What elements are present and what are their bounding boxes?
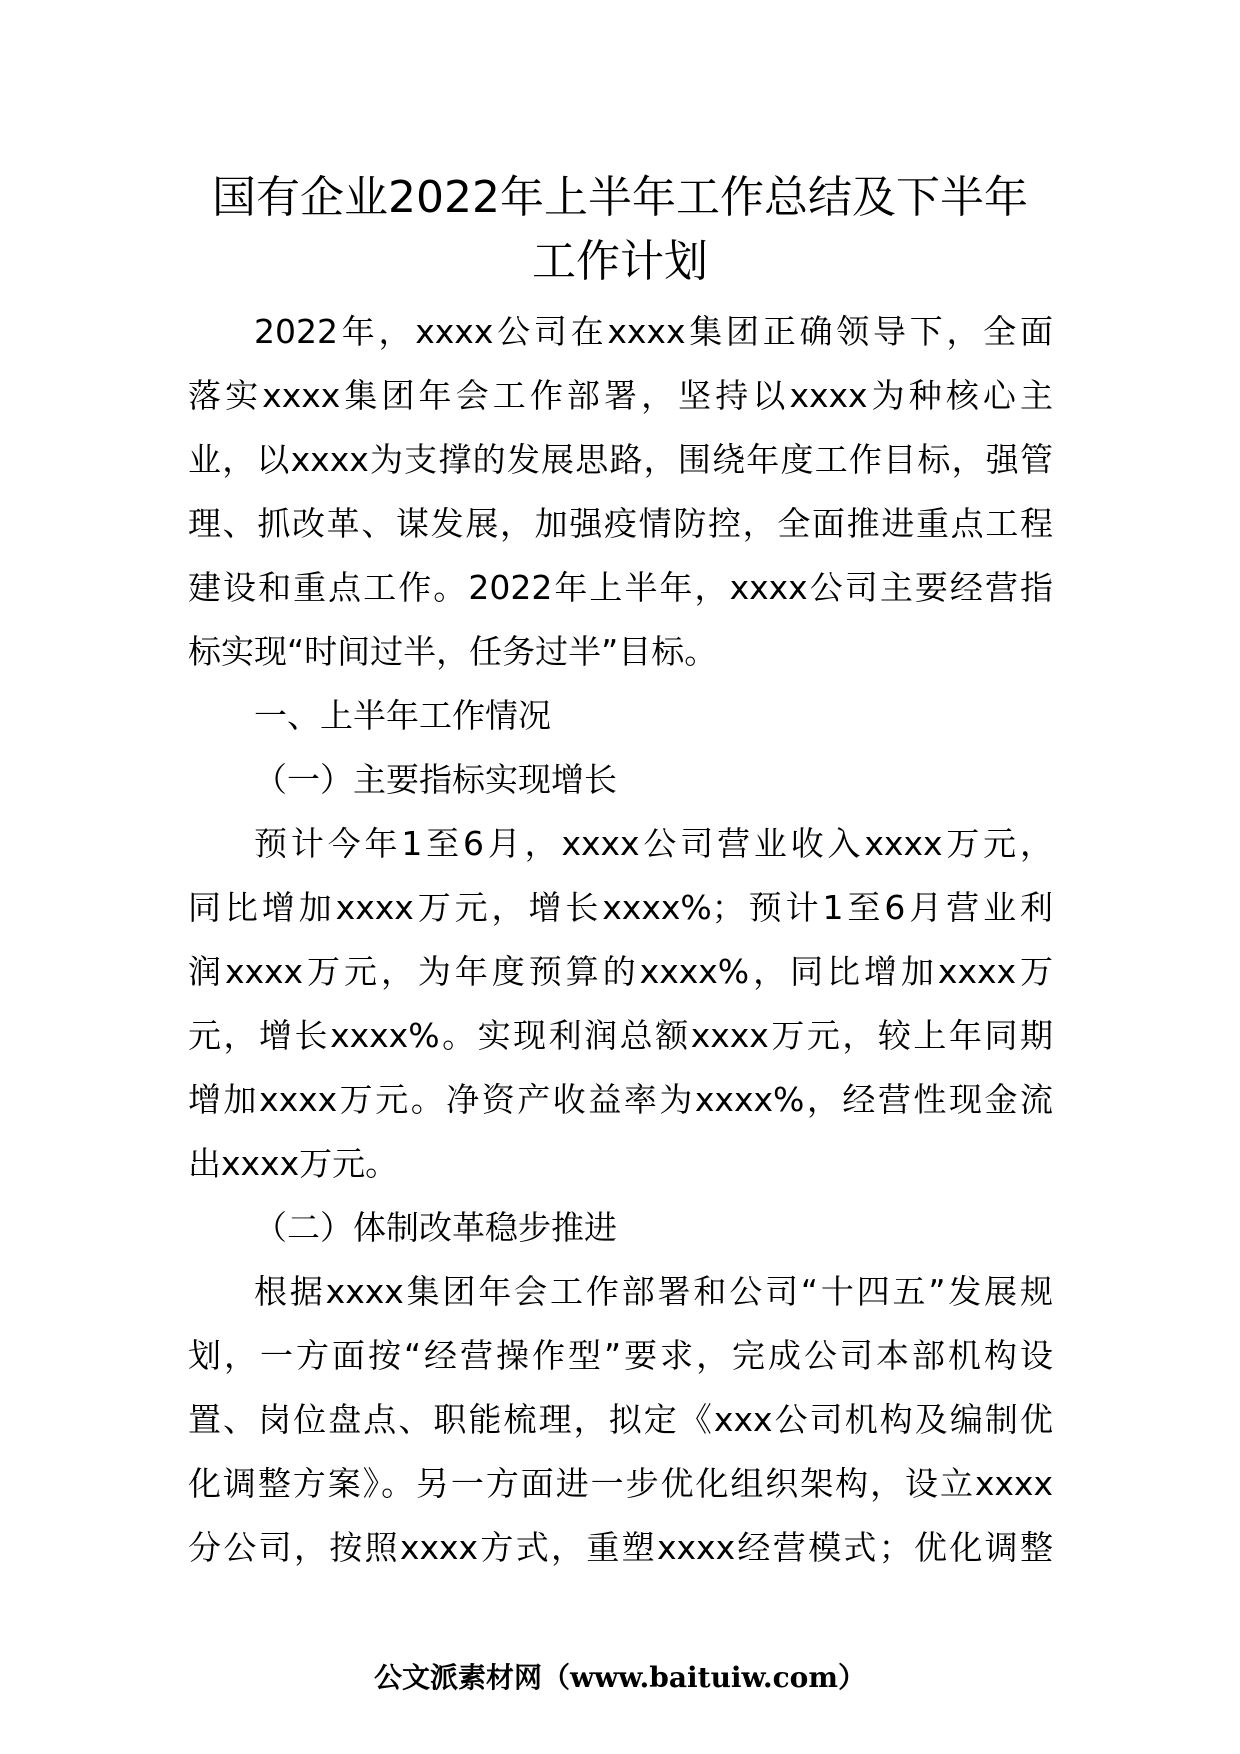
footer-watermark: 公文派素材网（www.baituiw.com）: [374, 1661, 866, 1694]
body-line: 增加xxxx万元。净资产收益率为xxxx%，经营性现金流: [188, 1080, 1053, 1119]
body-line: 同比增加xxxx万元，增长xxxx%；预计1至6月营业利: [188, 888, 1053, 927]
body-line: 理、抓改革、谋发展，加强疫情防控，全面推进重点工程: [188, 504, 1053, 543]
body-line: 元，增长xxxx%。实现利润总额xxxx万元，较上年同期: [188, 1016, 1053, 1055]
body-line: 业，以xxxx为支撑的发展思路，围绕年度工作目标，强管: [188, 440, 1053, 479]
body-line: 出xxxx万元。: [188, 1144, 399, 1183]
body-line: 根据xxxx集团年会工作部署和公司“十四五”发展规: [254, 1272, 1053, 1311]
section-heading: 一、上半年工作情况: [254, 696, 551, 735]
body-line: 划，一方面按“经营操作型”要求，完成公司本部机构设: [188, 1336, 1053, 1375]
body-line: 标实现“时间过半，任务过半”目标。: [188, 632, 718, 671]
subsection-heading: （一）主要指标实现增长: [254, 760, 617, 799]
document-title-line-2: 工作计划: [532, 236, 708, 287]
body-line: 分公司，按照xxxx方式，重塑xxxx经营模式；优化调整: [188, 1528, 1053, 1567]
subsection-heading: （二）体制改革稳步推进: [254, 1208, 617, 1247]
body-line: 建设和重点工作。2022年上半年，xxxx公司主要经营指: [188, 568, 1053, 607]
body-line: 化调整方案》。另一方面进一步优化组织架构，设立xxxx: [188, 1464, 1053, 1503]
body-line: 置、岗位盘点、职能梳理，拟定《xxx公司机构及编制优: [188, 1400, 1053, 1439]
body-line: 落实xxxx集团年会工作部署，坚持以xxxx为种核心主: [188, 376, 1053, 415]
body-line: 预计今年1至6月，xxxx公司营业收入xxxx万元，: [254, 824, 1053, 863]
body-line: 2022年，xxxx公司在xxxx集团正确领导下，全面: [254, 312, 1053, 351]
body-line: 润xxxx万元，为年度预算的xxxx%，同比增加xxxx万: [188, 952, 1053, 991]
document-title-line-1: 国有企业2022年上半年工作总结及下半年: [212, 172, 1028, 223]
